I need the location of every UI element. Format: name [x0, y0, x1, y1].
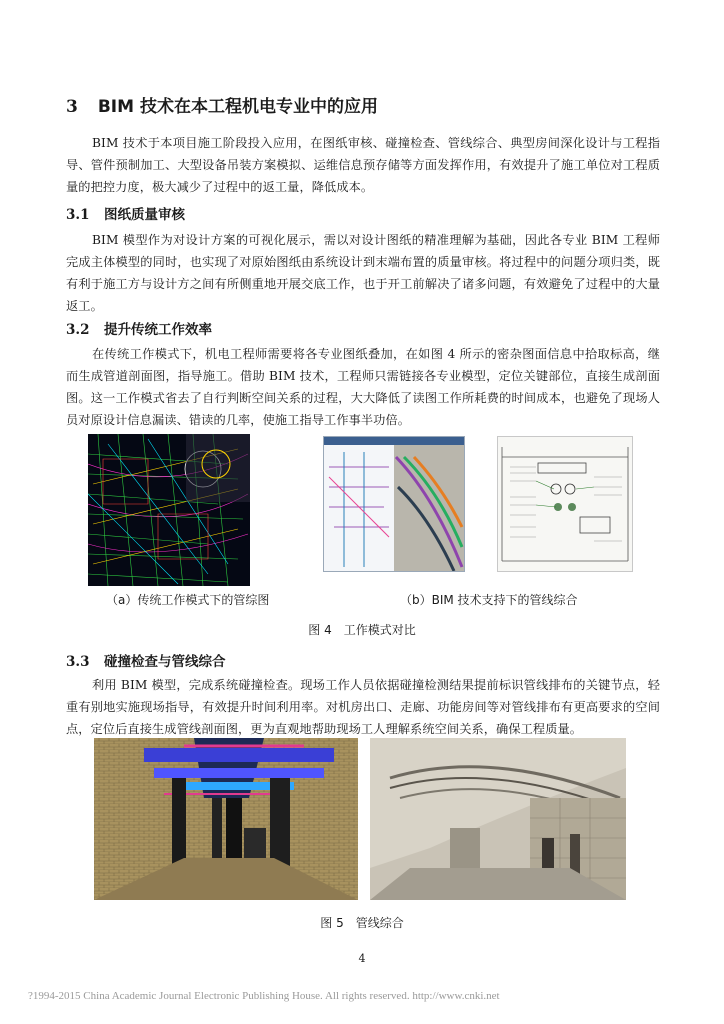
intro-paragraph: BIM 技术于本项目施工阶段投入应用，在图纸审核、碰撞检查、管线综合、典型房间深化设计与工程指导、管件预制加工、大型设备吊装方案模拟、运维信息预存储等方面发挥作用，有效提升了施工单位对工程质量的把控力度，极大减少了过程中的返工量，降低成本。	[66, 136, 660, 194]
subsection-3-1-heading	[66, 203, 185, 223]
figure-4b-section-drawing	[497, 436, 633, 572]
figure-4b-plan-graphic	[324, 437, 464, 571]
figure-5a-bim-render	[94, 738, 358, 900]
figure-4a-graphic	[88, 434, 250, 586]
subsection-3-2-paragraph: 在传统工作模式下，机电工程师需要将各专业图纸叠加，在如图 4 所示的密杂图面信息中拾取标高，继而生成管道剖面图，指导施工。借助 BIM 技术，工程师只需链接各专业模型，定位关键部位，直接生成剖面图。这一工作模式省去了自行判断空间关系的过程，大大降低了读图工作所耗费的时间成本，也避免了现场人员对原设计信息漏读、错读的几率，使施工指导工作事半功倍。	[66, 347, 660, 427]
figure-4-caption: 图 4 工作模式对比	[308, 623, 416, 637]
figure-5b-site-photo	[370, 738, 626, 900]
subsection-3-3-paragraph: 利用 BIM 模型，完成系统碰撞检查。现场工作人员依据碰撞检测结果提前标识管线排布的关键节点，轻重有别地实施现场指导，有效提升时间利用率。对机房出口、走廊、功能房间等对管线排布有更高要求的空间点，定位后直接生成管线剖面图，更为直观地帮助现场工人理解系统空间关系，确保工程质量。	[66, 678, 660, 736]
subsection-3-1-title: 图纸质量审核	[104, 207, 185, 223]
section-heading	[66, 92, 378, 117]
subsection-3-3-title: 碰撞检查与管线综合	[104, 654, 226, 670]
section-title: BIM 技术在本工程机电专业中的应用	[97, 97, 378, 117]
subsection-3-3-number: 3.3	[66, 654, 90, 670]
subsection-3-3-heading	[66, 650, 226, 670]
subsection-3-1-paragraph: BIM 模型作为对设计方案的可视化展示，需以对设计图纸的精准理解为基础，因此各专业 BIM 工程师完成主体模型的同时，也实现了对原始图纸由系统设计到末端布置的质量审核。将过程中的问题分项归类，既有利于施工方与设计方之间有所侧重地开展交底工作，也于开工前解决了诸多问题，有效避免了过程中的大量返工。	[66, 233, 660, 313]
figure-4b-caption: （b）BIM 技术支持下的管线综合	[400, 593, 578, 607]
copyright-footer: ?1994-2015 China Academic Journal Electronic Publishing House. All rights reserved. http://www.cnki.net	[28, 990, 500, 1002]
section-number: 3	[66, 97, 78, 117]
figure-4b-section-graphic	[498, 437, 632, 571]
figure-4a-caption: （a）传统工作模式下的管综图	[106, 593, 270, 607]
figure-5-caption: 图 5 管线综合	[320, 916, 404, 930]
subsection-3-2-number: 3.2	[66, 322, 90, 338]
subsection-3-2-title: 提升传统工作效率	[104, 322, 212, 338]
page-number: 4	[358, 952, 366, 965]
figure-5a-graphic	[94, 738, 358, 900]
figure-5b-graphic	[370, 738, 626, 900]
subsection-3-2-heading	[66, 318, 212, 338]
subsection-3-1-number: 3.1	[66, 207, 90, 223]
figure-4b-bim-plan	[323, 436, 465, 572]
figure-4a-cad-drawing	[88, 434, 250, 586]
